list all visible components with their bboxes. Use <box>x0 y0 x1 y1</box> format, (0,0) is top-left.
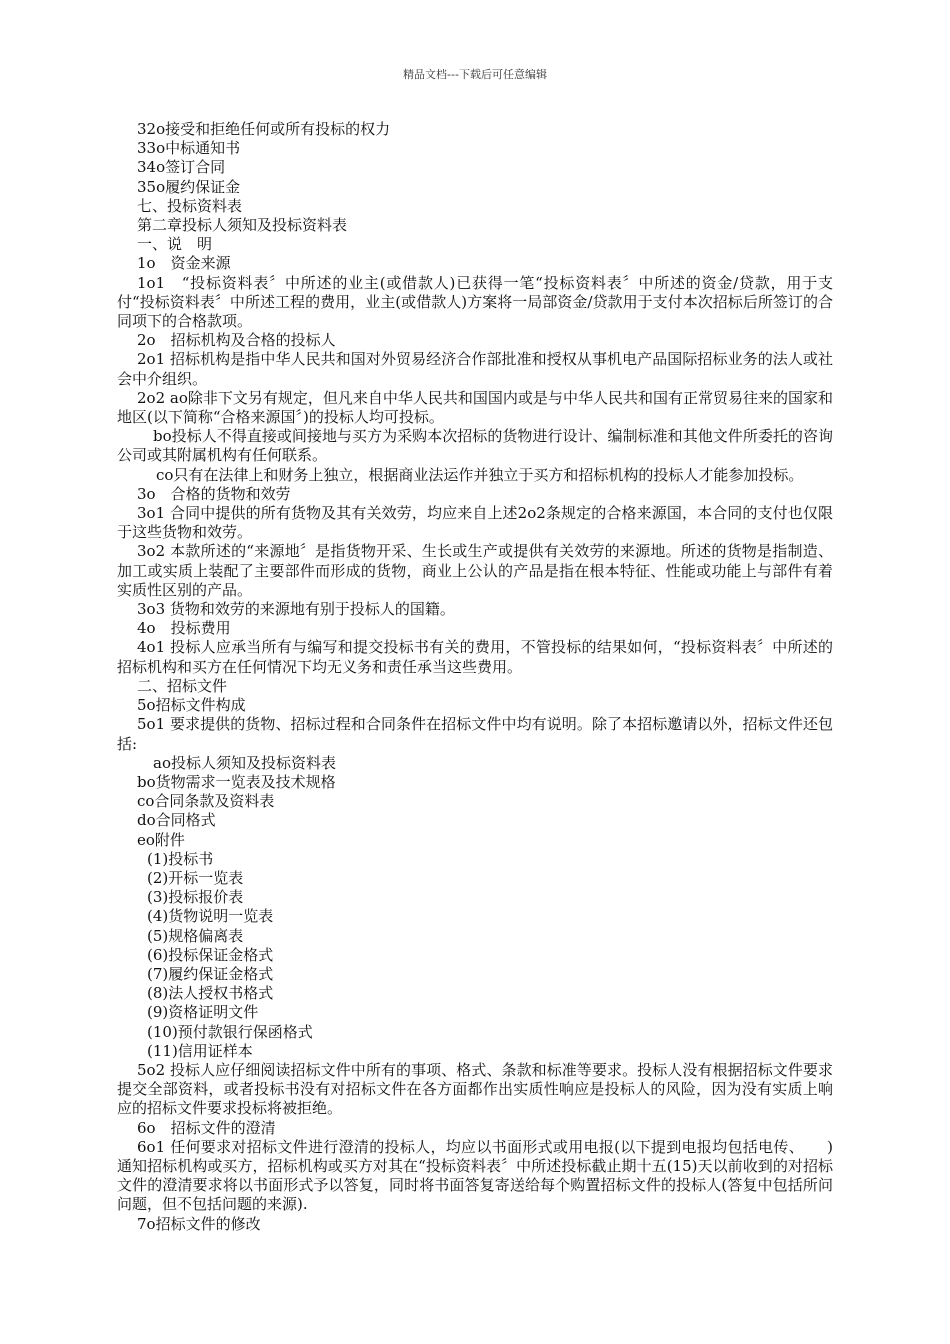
text-line: 33o中标通知书 <box>137 139 241 158</box>
paragraph: 2o1 招标机构是指中华人民共和国对外贸易经济合作部批准和授权从事机电产品国际招标业务的法人或社会中介组织。 <box>117 350 833 388</box>
paragraph: 4o1 投标人应承当所有与编写和提交投标书有关的费用，不管投标的结果如何，“投标资料表〞中所述的招标机构和买方在任何情况下均无义务和责任承当这些费用。 <box>117 638 833 676</box>
document-body <box>117 120 833 1234</box>
section-heading: 二、招标文件 <box>137 676 228 695</box>
list-item: co合同条款及资料表 <box>137 792 275 811</box>
list-item: ao投标人须知及投标资料表 <box>153 753 336 772</box>
paragraph: 1o1 “投标资料表〞中所述的业主(或借款人)已获得一笔“投标资料表〞中所述的资金/贷款，用于支付“投标资料表〞中所述工程的费用，业主(或借款人)方案将一局部资金/贷款用于支付本次招标后所签订的合同项下的合格款项。 <box>117 273 833 331</box>
paragraph: 5o1 要求提供的货物、招标过程和合同条件在招标文件中均有说明。除了本招标邀请以外，招标文件还包括: <box>117 715 833 753</box>
section-heading: 一、说 明 <box>137 235 213 254</box>
clause-heading: 1o 资金来源 <box>137 254 231 273</box>
chapter-heading: 第二章投标人须知及投标资料表 <box>137 216 348 235</box>
text-line: 35o履约保证金 <box>137 177 241 196</box>
clause-heading: 7o招标文件的修改 <box>137 1214 261 1233</box>
clause-heading: 3o 合格的货物和效劳 <box>137 484 291 503</box>
clause-heading: 4o 投标费用 <box>137 619 231 638</box>
paragraph: bo投标人不得直接或间接地与买方为采购本次招标的货物进行设计、编制标准和其他文件所委托的咨询公司或其附属机构有任何联系。 <box>117 427 833 465</box>
paragraph: co只有在法律上和财务上独立，根据商业法运作并独立于买方和招标机构的投标人才能参加投标。 <box>156 465 804 484</box>
text-line: 32o接受和拒绝任何或所有投标的权力 <box>137 120 391 138</box>
paragraph: 5o2 投标人应仔细阅读招标文件中所有的事项、格式、条款和标准等要求。投标人没有根据招标文件要求提交全部资料，或者投标书没有对招标文件在各方面都作出实质性响应是投标人的风险，因为没有实质上响应的招标文件要求投标将被拒绝。 <box>117 1060 833 1118</box>
list-item: (3)投标报价表 <box>147 888 244 907</box>
list-item: (7)履约保证金格式 <box>147 964 274 983</box>
list-item: do合同格式 <box>137 811 216 830</box>
clause-heading: 5o招标文件构成 <box>137 696 246 715</box>
list-item: eo附件 <box>137 830 185 849</box>
clause-heading: 6o 招标文件的澄清 <box>137 1118 276 1137</box>
paragraph: 2o2 ao除非下文另有规定，但凡来自中华人民共和国国内或是与中华人民共和国有正常贸易往来的国家和地区(以下简称“合格来源国〞)的投标人均可投标。 <box>117 388 833 427</box>
clause-heading: 2o 招标机构及合格的投标人 <box>137 331 336 350</box>
list-item: bo货物需求一览表及技术规格 <box>137 772 336 791</box>
text-line: 3o3 货物和效劳的来源地有别于投标人的国籍。 <box>137 600 455 619</box>
section-heading: 七、投标资料表 <box>137 196 243 215</box>
list-item: (8)法人授权书格式 <box>147 984 274 1003</box>
text-line: 34o签订合同 <box>137 158 226 177</box>
list-item: (1)投标书 <box>147 849 214 868</box>
paragraph: 6o1 任何要求对招标文件进行澄清的投标人，均应以书面形式或用电报(以下提到电报均包括电传、 )通知招标机构或买方，招标机构或买方对其在“投标资料表〞中所述投标截止期十五(15)天以前收到的对招标文件的澄清要求将以书面形式予以答复，同时将书面答复寄送给每个购置招标文件的投标人(答复中包括所问问题，但不包括问题的来源). <box>117 1137 833 1214</box>
list-item: (2)开标一览表 <box>147 868 244 887</box>
paragraph: 3o2 本款所述的“来源地〞是指货物开采、生长或生产或提供有关效劳的来源地。所述的货物是指制造、加工或实质上装配了主要部件而形成的货物，商业上公认的产品是指在根本特征、性能或功能上与部件有着实质性区别的产品。 <box>117 542 833 599</box>
list-item: (6)投标保证金格式 <box>147 945 274 964</box>
list-item: (10)预付款银行保函格式 <box>147 1022 313 1041</box>
list-item: (9)资格证明文件 <box>147 1003 259 1022</box>
page-header: 精品文档---下载后可任意编辑 <box>403 68 547 81</box>
paragraph: 3o1 合同中提供的所有货物及其有关效劳，均应来自上述2o2条规定的合格来源国，本合同的支付也仅限于这些货物和效劳。 <box>117 504 833 542</box>
list-item: (11)信用证样本 <box>147 1041 253 1060</box>
list-item: (4)货物说明一览表 <box>147 907 274 926</box>
list-item: (5)规格偏离表 <box>147 926 244 945</box>
